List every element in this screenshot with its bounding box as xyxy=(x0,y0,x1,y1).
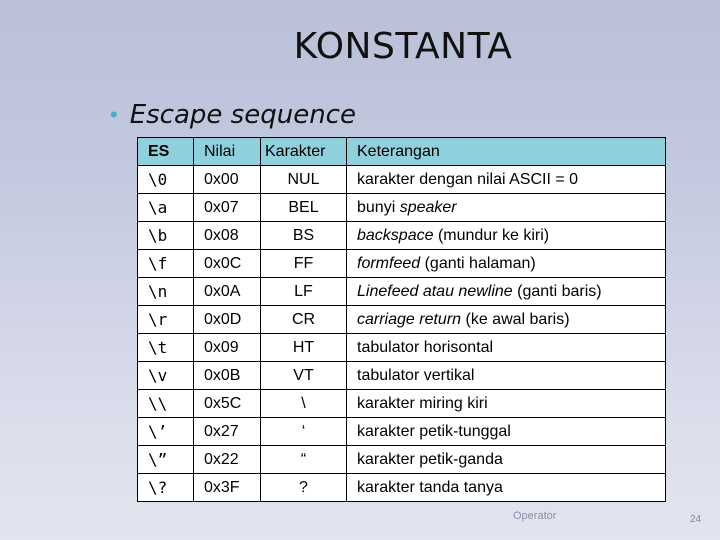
keterangan-cell xyxy=(347,250,666,278)
karakter-cell: BS xyxy=(261,222,347,250)
table-row xyxy=(138,278,666,306)
es-cell: \t xyxy=(138,334,194,362)
keterangan-italic: carriage return xyxy=(357,310,462,328)
header-es: ES xyxy=(138,138,194,166)
nilai-cell: 0x07 xyxy=(194,194,261,222)
karakter-cell: BEL xyxy=(261,194,347,222)
es-cell: \f xyxy=(138,250,194,278)
table-row xyxy=(138,362,666,390)
keterangan-cell xyxy=(347,306,666,334)
footer-label: Operator xyxy=(513,510,557,522)
nilai-cell: 0x0A xyxy=(194,278,261,306)
keterangan-text: (mundur ke kiri) xyxy=(433,226,550,244)
karakter-cell: VT xyxy=(261,362,347,390)
es-cell: \0 xyxy=(138,166,194,194)
keterangan-text: (ganti baris) xyxy=(512,282,602,300)
table-row xyxy=(138,390,666,418)
keterangan-cell: karakter miring kiri xyxy=(347,390,666,418)
es-cell: \a xyxy=(138,194,194,222)
table-row xyxy=(138,166,666,194)
keterangan-cell: tabulator horisontal xyxy=(347,334,666,362)
keterangan-italic: formfeed xyxy=(357,254,421,272)
nilai-cell: 0x5C xyxy=(194,390,261,418)
table-row xyxy=(138,418,666,446)
page-number: 24 xyxy=(690,514,702,525)
karakter-cell: HT xyxy=(261,334,347,362)
es-cell: \n xyxy=(138,278,194,306)
table-row xyxy=(138,222,666,250)
slide-title: KONSTANTA xyxy=(293,26,513,67)
keterangan-cell: karakter petik-ganda xyxy=(347,446,666,474)
keterangan-cell xyxy=(347,222,666,250)
header-karakter: Karakter xyxy=(261,138,347,166)
table-header-row xyxy=(138,138,666,166)
keterangan-italic: speaker xyxy=(399,198,457,216)
escape-sequence-table xyxy=(137,137,666,502)
nilai-cell: 0x08 xyxy=(194,222,261,250)
karakter-cell: CR xyxy=(261,306,347,334)
es-cell: \\ xyxy=(138,390,194,418)
es-cell: \r xyxy=(138,306,194,334)
keterangan-cell: karakter petik-tunggal xyxy=(347,418,666,446)
keterangan-cell xyxy=(347,194,666,222)
keterangan-cell: karakter tanda tanya xyxy=(347,474,666,502)
karakter-cell: LF xyxy=(261,278,347,306)
bullet-item xyxy=(110,100,356,130)
nilai-cell: 0x22 xyxy=(194,446,261,474)
bullet-text: Escape sequence xyxy=(129,100,356,130)
table-row xyxy=(138,446,666,474)
keterangan-text: bunyi xyxy=(357,198,400,216)
es-cell: \’ xyxy=(138,418,194,446)
header-keterangan: Keterangan xyxy=(347,138,666,166)
table-row xyxy=(138,194,666,222)
karakter-cell: ? xyxy=(261,474,347,502)
es-cell: \? xyxy=(138,474,194,502)
es-cell: \v xyxy=(138,362,194,390)
header-nilai: Nilai xyxy=(194,138,261,166)
table-row xyxy=(138,250,666,278)
keterangan-cell xyxy=(347,278,666,306)
table-row xyxy=(138,334,666,362)
nilai-cell: 0x0C xyxy=(194,250,261,278)
keterangan-cell: karakter dengan nilai ASCII = 0 xyxy=(347,166,666,194)
keterangan-cell: tabulator vertikal xyxy=(347,362,666,390)
karakter-cell: ‘ xyxy=(261,418,347,446)
nilai-cell: 0x0B xyxy=(194,362,261,390)
karakter-cell: \ xyxy=(261,390,347,418)
table-row xyxy=(138,474,666,502)
karakter-cell: NUL xyxy=(261,166,347,194)
keterangan-text: (ganti halaman) xyxy=(420,254,536,272)
nilai-cell: 0x3F xyxy=(194,474,261,502)
bullet-dot-icon: • xyxy=(110,102,118,127)
table-row xyxy=(138,306,666,334)
karakter-cell: FF xyxy=(261,250,347,278)
nilai-cell: 0x00 xyxy=(194,166,261,194)
nilai-cell: 0x0D xyxy=(194,306,261,334)
keterangan-italic: Linefeed atau newline xyxy=(357,282,513,300)
es-cell: \b xyxy=(138,222,194,250)
keterangan-text: (ke awal baris) xyxy=(461,310,570,328)
keterangan-italic: backspace xyxy=(357,226,434,244)
es-cell: \” xyxy=(138,446,194,474)
nilai-cell: 0x09 xyxy=(194,334,261,362)
karakter-cell: “ xyxy=(261,446,347,474)
nilai-cell: 0x27 xyxy=(194,418,261,446)
